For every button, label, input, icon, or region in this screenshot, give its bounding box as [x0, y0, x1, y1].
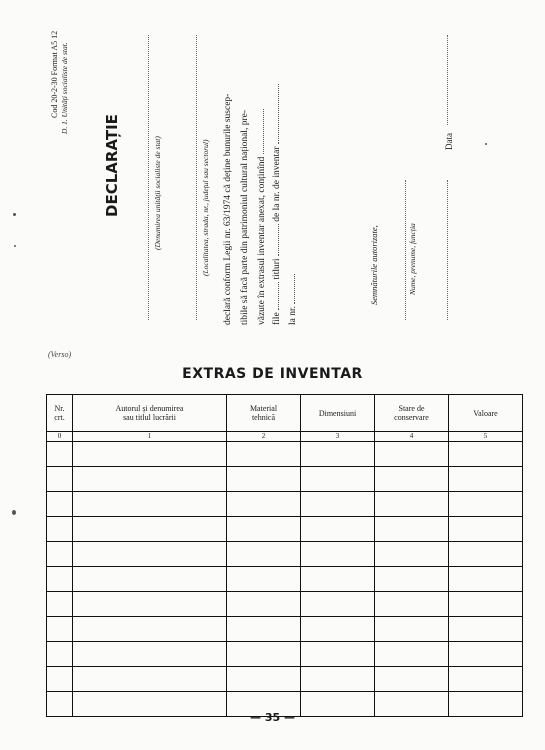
date-label: Data [444, 133, 454, 150]
table-cell [375, 667, 449, 692]
table-cell [227, 492, 301, 517]
column-index: 3 [301, 432, 375, 442]
table-cell [73, 642, 227, 667]
table-header-row [47, 395, 523, 432]
table-cell [375, 442, 449, 467]
table-cell [301, 617, 375, 642]
table-row [47, 442, 523, 467]
declaration-title: DECLARAȚIE [103, 114, 121, 217]
table-cell [47, 667, 73, 692]
table-cell [449, 517, 523, 542]
table-cell [375, 642, 449, 667]
inventory-label: de la nr. de inventar [272, 146, 282, 222]
table-cell [227, 617, 301, 642]
titles-fill [278, 224, 279, 256]
table-cell [73, 567, 227, 592]
titles-label: titluri [272, 258, 282, 280]
table-cell [375, 567, 449, 592]
table-cell [301, 667, 375, 692]
files-fill [278, 282, 279, 310]
date-line [447, 35, 448, 125]
scan-speck [13, 213, 16, 216]
table-cell [301, 567, 375, 592]
page-number: — 35 — [250, 711, 295, 724]
table-cell [47, 617, 73, 642]
column-header-nr: Nr. crt. [47, 395, 73, 432]
date-line-lower [447, 180, 448, 320]
scan-speck [14, 245, 16, 247]
inventory-table [46, 394, 523, 717]
table-cell [375, 617, 449, 642]
location-line [196, 35, 197, 320]
table-cell [227, 517, 301, 542]
table-cell [301, 542, 375, 567]
table-cell [73, 667, 227, 692]
scan-speck [485, 143, 487, 145]
column-index: 4 [375, 432, 449, 442]
table-cell [47, 542, 73, 567]
table-cell [73, 517, 227, 542]
inventory-fill [278, 84, 279, 144]
table-cell [449, 567, 523, 592]
table-row [47, 517, 523, 542]
column-header-material: Material tehnică [227, 395, 301, 432]
table-cell [73, 467, 227, 492]
table-cell [47, 642, 73, 667]
table-row [47, 592, 523, 617]
table-cell [47, 592, 73, 617]
column-index-row [47, 432, 523, 442]
form-code-line1: Cod 20-2-30 Format A5 12 [50, 30, 59, 118]
column-index: 0 [47, 432, 73, 442]
table-cell [227, 592, 301, 617]
table-cell [449, 467, 523, 492]
table-cell [73, 592, 227, 617]
table-cell [449, 642, 523, 667]
table-cell [227, 467, 301, 492]
table-cell [47, 517, 73, 542]
table-cell [227, 442, 301, 467]
column-header-condition: Stare de conservare [375, 395, 449, 432]
table-cell [227, 567, 301, 592]
scan-speck [12, 510, 16, 515]
table-row [47, 567, 523, 592]
table-row [47, 667, 523, 692]
location-caption: (Localitatea, strada, nr., județul sau sectorul) [201, 139, 210, 276]
table-row [47, 467, 523, 492]
table-cell [449, 492, 523, 517]
column-index: 5 [449, 432, 523, 442]
table-cell [301, 517, 375, 542]
declaration-to-line [288, 274, 298, 325]
table-cell [449, 667, 523, 692]
table-cell [449, 442, 523, 467]
table-cell [301, 492, 375, 517]
to-fill [294, 274, 295, 304]
table-cell [227, 642, 301, 667]
table-cell [375, 492, 449, 517]
table-cell [375, 517, 449, 542]
table-row [47, 492, 523, 517]
column-index: 2 [227, 432, 301, 442]
column-header-author: Autorul și denumirea sau titlul lucrării [73, 395, 227, 432]
declaration-body-line1: declară conform Legii nr. 63/1974 că deține bunurile suscep- [223, 93, 233, 325]
declaration-files-line [272, 84, 282, 325]
table-cell [375, 467, 449, 492]
table-cell [47, 442, 73, 467]
table-cell [449, 617, 523, 642]
table-cell [47, 492, 73, 517]
unit-name-caption: (Denumirea unității socialiste de stat) [153, 136, 162, 250]
extras-title: EXTRAS DE INVENTAR [182, 366, 363, 382]
column-index: 1 [73, 432, 227, 442]
to-label: la nr. [288, 306, 298, 325]
table-cell [301, 592, 375, 617]
table-cell [47, 467, 73, 492]
table-cell [227, 542, 301, 567]
table-cell [73, 617, 227, 642]
table-cell [73, 492, 227, 517]
form-code-line2: D. 1. Unități socialiste de stat. [60, 42, 69, 134]
table-cell [227, 667, 301, 692]
table-row [47, 542, 523, 567]
table-cell [47, 567, 73, 592]
files-label: file [272, 312, 282, 325]
column-header-dimensions: Dimensiuni [301, 395, 375, 432]
declaration-body-line2: tibile să facă parte din patrimoniul cultural național, pre- [240, 110, 250, 325]
table-row [47, 642, 523, 667]
verso-label: (Verso) [48, 350, 72, 359]
body-line3-text: văzute în extrasul inventar anexat, conținînd [257, 156, 267, 325]
unit-name-line [148, 35, 149, 320]
table-cell [73, 542, 227, 567]
table-cell [301, 642, 375, 667]
signature-line [405, 180, 406, 320]
declaration-body-line3 [257, 109, 267, 325]
body-line3-fill [263, 109, 264, 154]
table-cell [301, 467, 375, 492]
column-header-value: Valoare [449, 395, 523, 432]
table-cell [73, 442, 227, 467]
table-row [47, 617, 523, 642]
table-cell [449, 592, 523, 617]
signatures-label: Semnăturile autorizate, [369, 225, 379, 305]
table-cell [449, 542, 523, 567]
table-cell [301, 442, 375, 467]
name-caption: Nume, prenume, funcția [408, 223, 417, 295]
table-cell [375, 592, 449, 617]
table-cell [375, 542, 449, 567]
